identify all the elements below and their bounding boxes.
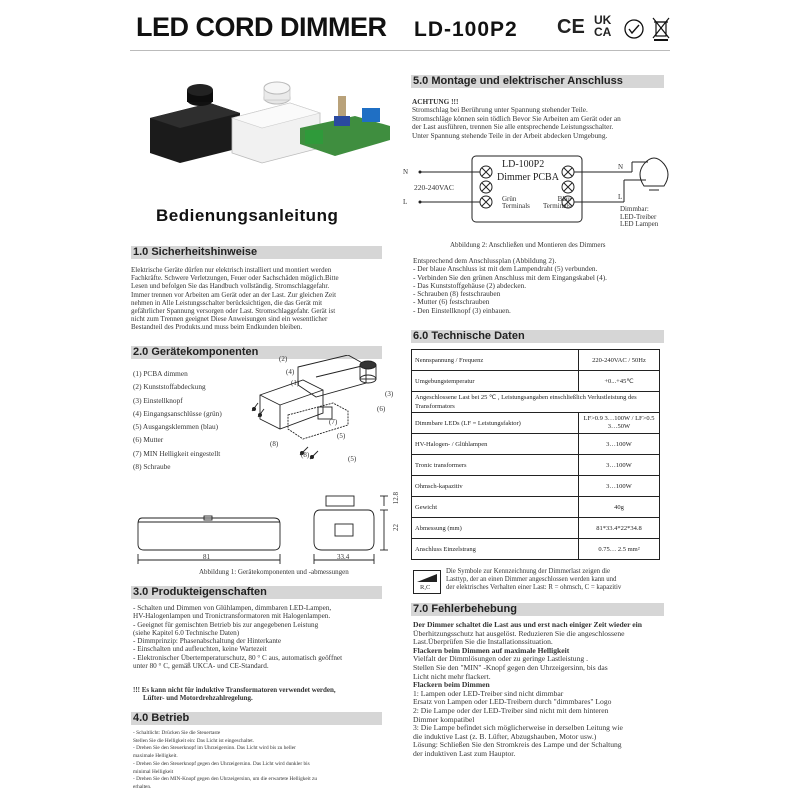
weee-bin-icon — [652, 16, 670, 42]
spec-label: Dimmbare LEDs (LF = Leistungsfaktor) — [412, 413, 579, 434]
dimension-drawing — [134, 488, 404, 566]
symbol-note-line: der elektrisches Verhalten einer Last: R = ohmsch, C = kapazitiv — [446, 584, 622, 592]
trouble-title: Der Dimmer schaltet die Last aus und erst nach einiger Zeit wieder ein — [413, 620, 642, 629]
spec-row — [412, 539, 660, 560]
feature-line: - Dimmprinzip: Phasenabschaltung der Hinterkante — [133, 637, 282, 646]
rohs-icon — [623, 18, 645, 40]
component-item: (8) Schraube — [133, 462, 171, 472]
safety-line: Bestandteil des Produkts.und muss beim Endkunden bleiben. — [131, 323, 303, 332]
exploded-view-drawing — [248, 355, 398, 475]
component-item: (5) Ausgangsklemmen (blau) — [133, 422, 219, 432]
spec-row — [412, 413, 660, 434]
callout-label: (4) — [286, 368, 295, 376]
ce-mark-icon: CE — [557, 16, 585, 38]
spec-table — [411, 349, 660, 560]
section-heading-specs: 6.0 Technische Daten — [411, 330, 664, 343]
trouble-line: 2: Die Lampe oder der LED-Treiber sind nicht mit dem hinteren — [413, 705, 609, 715]
callout-label: (5) — [337, 432, 346, 440]
callout-label: (8) — [270, 440, 279, 448]
installation-step: - Mutter (6) festschrauben — [413, 297, 490, 307]
safety-line: nehmen in Alle Leistungsschalter berücksichtigen, die das Gerät mit — [131, 298, 323, 307]
spec-value: 3…100W — [579, 434, 660, 455]
green-sub-label: Terminals — [502, 202, 530, 210]
operation-line: maximale Helligkeit. — [133, 753, 178, 760]
operation-line: - Drehen Sie den Steuerknopf im Uhrzeigersinn. Das Licht wird bis zu heller — [133, 745, 296, 752]
spec-label: Gewicht — [412, 497, 579, 518]
load-line: Dimmbar: — [620, 205, 649, 213]
trouble-line: Vielfalt der Dimmlösungen oder zu geringe Lastleistung . — [413, 654, 588, 664]
safety-line: gefährlicher Spannung versorgen oder Last. Stromschlaggefahr. Gerät ist — [131, 307, 336, 316]
section-heading-troubleshooting: 7.0 Fehlerbehebung — [411, 603, 664, 616]
feature-line: unter 80 ° C, gemäß UKCA- und CE-Standard. — [133, 662, 269, 671]
features-list — [133, 604, 342, 670]
installation-step: - Den Einstellknopf (3) einbauen. — [413, 305, 511, 315]
component-item: (7) MIN Helligkeit eingestellt — [133, 448, 221, 458]
callout-label: (8) — [301, 451, 310, 459]
callout-label: (6) — [377, 405, 386, 413]
feature-line: - Schalten und Dimmen von Glühlampen, dimmbaren LED-Lampen, — [133, 604, 332, 612]
spec-label: HV-Halogen- / Glühlampen — [412, 434, 579, 455]
symbol-note-line: Die Symbole zur Kennzeichnung der Dimmerlast zeigen die — [446, 568, 611, 575]
component-item: (6) Mutter — [133, 435, 164, 445]
wire-label-l-out: L — [618, 193, 623, 201]
trouble-line: Licht nicht mehr flackert. — [413, 671, 491, 681]
warning-title: ACHTUNG !!! — [412, 97, 459, 106]
white-dimmer-image — [232, 82, 320, 163]
component-item: (2) Kunststoffabdeckung — [133, 382, 206, 392]
warning-line: Stromschläge können sein tödlich Bevor Sie Arbeiten am Gerät oder an — [412, 113, 621, 123]
safety-line: Immer trennen vor Arbeiten am Gerät oder an der Last. Zur gleichen Zeit — [131, 290, 337, 299]
spec-label: Abmessung (mm) — [412, 518, 579, 539]
model-number: LD-100P2 — [414, 18, 518, 41]
section-heading-installation: 5.0 Montage und elektrischer Anschluss — [411, 75, 664, 88]
wire-label-n-out: N — [618, 163, 624, 171]
operation-line: - Drehen Sie den MIN-Knopf gegen den Uhrzeigersinn, um die erwartete Helligkeit zu — [133, 776, 318, 783]
operation-line: - Schaltlicht: Drücken Sie die Steuertaste — [133, 730, 221, 736]
safety-line: Lesen und befolgen Sie das Handbuch vollständig. Stromschlaggefahr. — [131, 282, 330, 291]
trouble-line: Lösung: Schließen Sie den Stromkreis des Lampe und der Schaltung — [413, 740, 622, 750]
spec-row — [412, 476, 660, 497]
spec-label: Umgebungstemperatur — [412, 371, 579, 392]
spec-row — [412, 371, 660, 392]
safety-line: nicht zum Trennen geeignet Diese Anweisungen sind ein wesentlicher — [131, 315, 328, 324]
product-title: LED CORD DIMMER — [136, 12, 387, 42]
spec-label: Nennspannung / Frequenz — [412, 350, 579, 371]
trouble-line: die induktive Last (z. B. Lüfter, Abzugshauben, Motor usw.) — [413, 731, 597, 741]
trouble-line: der induktiven Last zum Hauptor. — [413, 748, 516, 758]
trouble-line: Dimmer kompatibel — [413, 714, 475, 724]
callout-label: (5) — [348, 455, 357, 463]
installation-step: - Schrauben (8) festschrauben — [413, 289, 501, 299]
installation-step: Entsprechend dem Anschlussplan (Abbildung 2). — [413, 256, 557, 265]
spec-row — [412, 434, 660, 455]
warning-line: Unter Spannung stehende Teile in der Arbeit abdecken Umgebung. — [412, 130, 608, 140]
installation-step: - Das Kunststoffgehäuse (2) abdecken. — [413, 280, 527, 290]
wire-label-l-in: L — [403, 198, 408, 206]
features-note — [133, 686, 336, 702]
spec-row — [412, 497, 660, 518]
callout-label: (7) — [329, 418, 338, 426]
section-heading-safety: 1.0 Sicherheitshinweise — [131, 246, 382, 259]
spec-row — [412, 392, 660, 413]
certification-marks — [557, 14, 677, 44]
feature-line: HV-Halogenlampen und Tronictransformatoren mit Halogenlampen. — [133, 612, 331, 621]
load-label — [620, 206, 658, 229]
spec-value: 81*33.4*22*34.8 — [579, 518, 660, 539]
figure2-caption: Abbildung 2: Anschließen und Montieren des Dimmers — [450, 241, 606, 249]
spec-value: LF>0.9 3…100W / LF>0.5 3…50W — [579, 413, 660, 434]
feature-line: - Elektronischer Übertemperaturschutz, 80 ° C aus, automatisch geöffnet — [133, 653, 343, 662]
blue-terminal-label — [543, 196, 571, 210]
symbol-note — [446, 568, 621, 593]
figure1-caption: Abbildung 1: Gerätekomponenten und -abmessungen — [199, 568, 349, 576]
safety-line: Fachkräfte. Schwere Verletzungen, Feuer oder Sachschäden möglich.Bitte — [131, 274, 339, 283]
trouble-line: Last.Überprüfen Sie die Installationssituation. — [413, 637, 553, 647]
trouble-line: Stellen Sie den "MIN" -Knopf gegen den Uhrzeigersinn, bis das — [413, 662, 608, 672]
trouble-line: Überhitzungsschutz hat ausgelöst. Reduzieren Sie die angeschlossene — [413, 628, 625, 638]
feature-line: - Geeignet für gemischten Betrieb bis zur angegebenen Leistung — [133, 620, 319, 629]
spec-value: 3…100W — [579, 455, 660, 476]
troubleshooting-text — [413, 621, 642, 759]
dimmer-symbol-label: R,C — [420, 584, 431, 591]
spec-label: Angeschlossene Last bei 25 ℃ , Leistungsangaben einschließlich Verlustleistung des Transformators — [412, 392, 660, 413]
installation-step: - Verbinden Sie den grünen Anschluss mit dem Eingangskabel (4). — [413, 272, 608, 282]
wire-label-n-in: N — [403, 168, 409, 176]
trouble-title: Flackern beim Dimmen auf maximale Helligkeit — [413, 645, 570, 655]
diagram-box-model: LD-100P2 — [502, 159, 545, 170]
section-heading-features: 3.0 Produkteigenschaften — [131, 586, 382, 599]
warning-line: der Last ausführen, trennen Sie alle entsprechende Leistungsschalter. — [412, 122, 614, 132]
feature-line: (siehe Kapitel 6.0 Technische Daten) — [133, 628, 240, 637]
installation-steps — [413, 257, 607, 315]
operation-line: Stellen Sie die Helligkeit ein: Das Licht ist eingeschaltet. — [133, 737, 255, 744]
component-item: (1) PCBA dimmen — [133, 369, 188, 378]
header-rule — [130, 50, 670, 51]
component-item: (4) Eingangsanschlüsse (grün) — [133, 408, 222, 418]
dimension-width: 81 — [203, 553, 210, 561]
blue-sub-label: Terminals — [543, 202, 571, 210]
safety-line: Elektrische Geräte dürfen nur elektrisch installiert und montiert werden — [131, 266, 332, 274]
manual-title: Bedienungsanleitung — [156, 206, 339, 225]
spec-value: 40g — [579, 497, 660, 518]
operation-text — [133, 730, 317, 792]
green-terminal-label — [502, 196, 530, 210]
callout-label: (1) — [291, 379, 300, 387]
spec-row — [412, 350, 660, 371]
trouble-line: Ersatz von Lampen oder LED-Treibern durch "dimmbares" Logo — [413, 697, 612, 707]
feature-line: - Einschalten und aufleuchten, keine Wartezeit — [133, 645, 267, 654]
note-line: Lüfter- und Motordrehzahlregelung. — [143, 694, 253, 703]
dimension-body-height: 22 — [392, 524, 400, 531]
trouble-line: 3: Die Lampe befindet sich möglicherweise in derselben Leitung wie — [413, 723, 623, 733]
note-line: !!! Es kann nicht für induktive Transformatoren verwendet werden, — [133, 686, 336, 694]
pcba-image — [300, 96, 390, 156]
load-line: LED Lampen — [620, 220, 659, 228]
spec-label: Ohmsch-kapazitiv — [412, 476, 579, 497]
spec-value: +0...+45℃ — [579, 371, 660, 392]
operation-line: minimal Helligkeit — [133, 768, 174, 775]
operation-line: erhalten. — [133, 783, 152, 790]
spec-label: Tronic transformers — [412, 455, 579, 476]
callout-label: (3) — [385, 390, 394, 398]
supply-voltage: 220-240VAC — [414, 183, 454, 192]
black-dimmer-image — [150, 84, 240, 163]
components-list — [133, 367, 222, 473]
blue-label: Blau — [557, 195, 571, 203]
dimension-knob-height: 12.8 — [392, 492, 400, 505]
spec-row — [412, 455, 660, 476]
warning-text — [412, 106, 621, 140]
trouble-line: 1: Lampen oder LED-Treiber sind nicht dimmbar — [413, 688, 564, 698]
section-heading-operation: 4.0 Betrieb — [131, 712, 382, 725]
operation-line: - Drehen Sie den Steuerknopf gegen den Uhrzeigersinn. Das Licht wird dunkler bis — [133, 760, 310, 767]
spec-value: 0.75… 2.5 mm² — [579, 539, 660, 560]
load-line: LED-Treiber — [620, 212, 657, 221]
green-label: Grün — [502, 195, 517, 203]
spec-row — [412, 518, 660, 539]
callout-label: (2) — [279, 355, 288, 363]
ukca-mark-icon: UK CA — [594, 13, 612, 39]
spec-value: 3…100W — [579, 476, 660, 497]
spec-value: 220-240VAC / 50Hz — [579, 350, 660, 371]
component-item: (3) Einstellknopf — [133, 395, 183, 405]
safety-text — [131, 266, 393, 332]
dimension-depth: 33.4 — [337, 553, 350, 561]
symbol-note-line: Lasttyp, der an einen Dimmer angeschlossen werden kann und — [446, 576, 617, 584]
spec-label: Anschluss Einzelstrang — [412, 539, 579, 560]
trouble-title: Flackern beim Dimmen — [413, 680, 490, 690]
diagram-box-sub: Dimmer PCBA — [497, 172, 559, 183]
section-heading-components: 2.0 Gerätekomponenten — [131, 346, 382, 359]
installation-step: - Der blaue Anschluss ist mit dem Lampendraht (5) verbunden. — [413, 264, 598, 274]
product-photo — [140, 78, 400, 168]
warning-line: Stromschlag bei Berührung unter Spannung stehender Teile. — [412, 105, 588, 114]
